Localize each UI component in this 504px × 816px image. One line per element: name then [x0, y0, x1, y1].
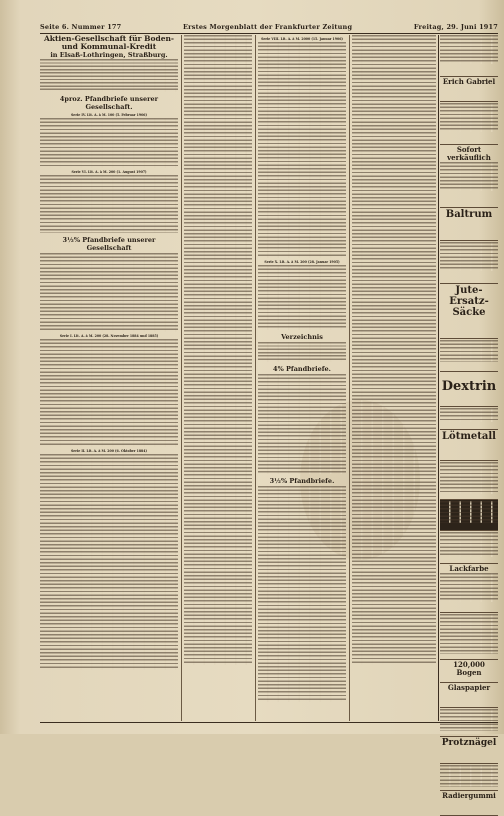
- column-left: [40, 35, 178, 723]
- number-list: [40, 454, 178, 670]
- number-list: [258, 374, 346, 475]
- ad-block: [440, 407, 498, 430]
- notice-title-line2: in Elsaß-Lothringen, Straßburg.: [50, 50, 168, 59]
- ad-radiergummi: Radiergummi: [440, 791, 498, 816]
- notice-intro: [40, 59, 178, 92]
- column-middle: [258, 35, 346, 723]
- ads-divider: [438, 35, 439, 721]
- series-label: Serie VIII. Lit. A. à M. 2000 (15. Januar 1906): [261, 37, 343, 41]
- series-label: Serie X. Lit. A. à M. 200 (28. Januar 1905): [264, 260, 340, 264]
- page-header: [40, 22, 498, 32]
- section-heading-right-35pct: 3½% Pfandbriefe.: [269, 477, 335, 486]
- ad-block: [440, 613, 498, 660]
- notice-title: [40, 35, 178, 59]
- ad-baltrum: Baltrum: [440, 208, 498, 241]
- column-divider: [181, 35, 182, 721]
- series-label: Serie I. Lit. A. à M. 200 (28. November 1884 und 1885): [59, 333, 159, 338]
- number-list: [40, 118, 178, 168]
- ad-block: [440, 241, 498, 284]
- column-divider: [349, 35, 350, 721]
- column-middle-left: [184, 35, 252, 723]
- header-center: Erstes Morgenblatt der Frankfurter Zeitung: [183, 23, 353, 31]
- section-heading-35pct: 3½% Pfandbriefe unserer Gesellschaft: [62, 235, 156, 252]
- series-label: Serie II. Lit. A. à M. 200 (6. Oktober 1884): [70, 448, 148, 453]
- ad-dark: [440, 500, 498, 531]
- number-list: [258, 42, 346, 258]
- ad-block: [440, 764, 498, 791]
- ad-sofort: Sofort verkäuflich: [440, 145, 498, 208]
- number-list: [40, 175, 178, 233]
- header-right: Freitag, 29. Juni 1917: [413, 23, 498, 31]
- ad-block: [440, 34, 498, 77]
- ad-glaspapier: Glaspapier: [440, 683, 498, 708]
- ad-block: [440, 339, 498, 372]
- footer-rule: [40, 722, 498, 723]
- number-list: [40, 339, 178, 447]
- ad-protznaegel: Protznägel: [440, 737, 498, 764]
- number-list: [184, 35, 252, 665]
- ad-lackfarbe: Lackfarbe: [440, 564, 498, 613]
- section-heading-4pct: 4proz. Pfandbriefe unserer Gesellschaft.: [59, 94, 159, 111]
- ad-block: [440, 461, 498, 500]
- notice-title-line1: Aktien-Gesellschaft für Boden- und Kommunal-Kredit: [43, 34, 175, 52]
- number-list: [352, 35, 436, 665]
- ad-saecke: Jute-Ersatz-Säcke: [440, 284, 498, 339]
- ad-dextrin: Dextrin: [440, 372, 498, 407]
- column-right: [352, 35, 436, 723]
- series-label: Serie IV. Lit. A. à M. 100 (5. Februar 1906): [70, 112, 148, 117]
- section-heading-right-4pct: 4% Pfandbriefe.: [273, 364, 331, 373]
- column-divider: [255, 35, 256, 721]
- number-list: [258, 265, 346, 330]
- section-heading-verzeichnis: Verzeichnis: [281, 332, 323, 341]
- ad-block: [440, 531, 498, 564]
- ad-block: [440, 102, 498, 145]
- header-left: Seite 6. Nummer 177: [40, 23, 122, 31]
- number-list: [258, 486, 346, 702]
- series-label: Serie VI. Lit. A. à M. 200 (1. August 1907): [71, 170, 147, 175]
- verzeichnis-intro: [258, 342, 346, 362]
- number-list: [40, 253, 178, 332]
- ad-bogen: 120,000 Bogen: [440, 660, 498, 683]
- ad-erich-gabriel: Erich Gabriel: [440, 77, 498, 102]
- ad-loetmetall: Lötmetall: [440, 430, 498, 461]
- ads-column: [440, 34, 498, 800]
